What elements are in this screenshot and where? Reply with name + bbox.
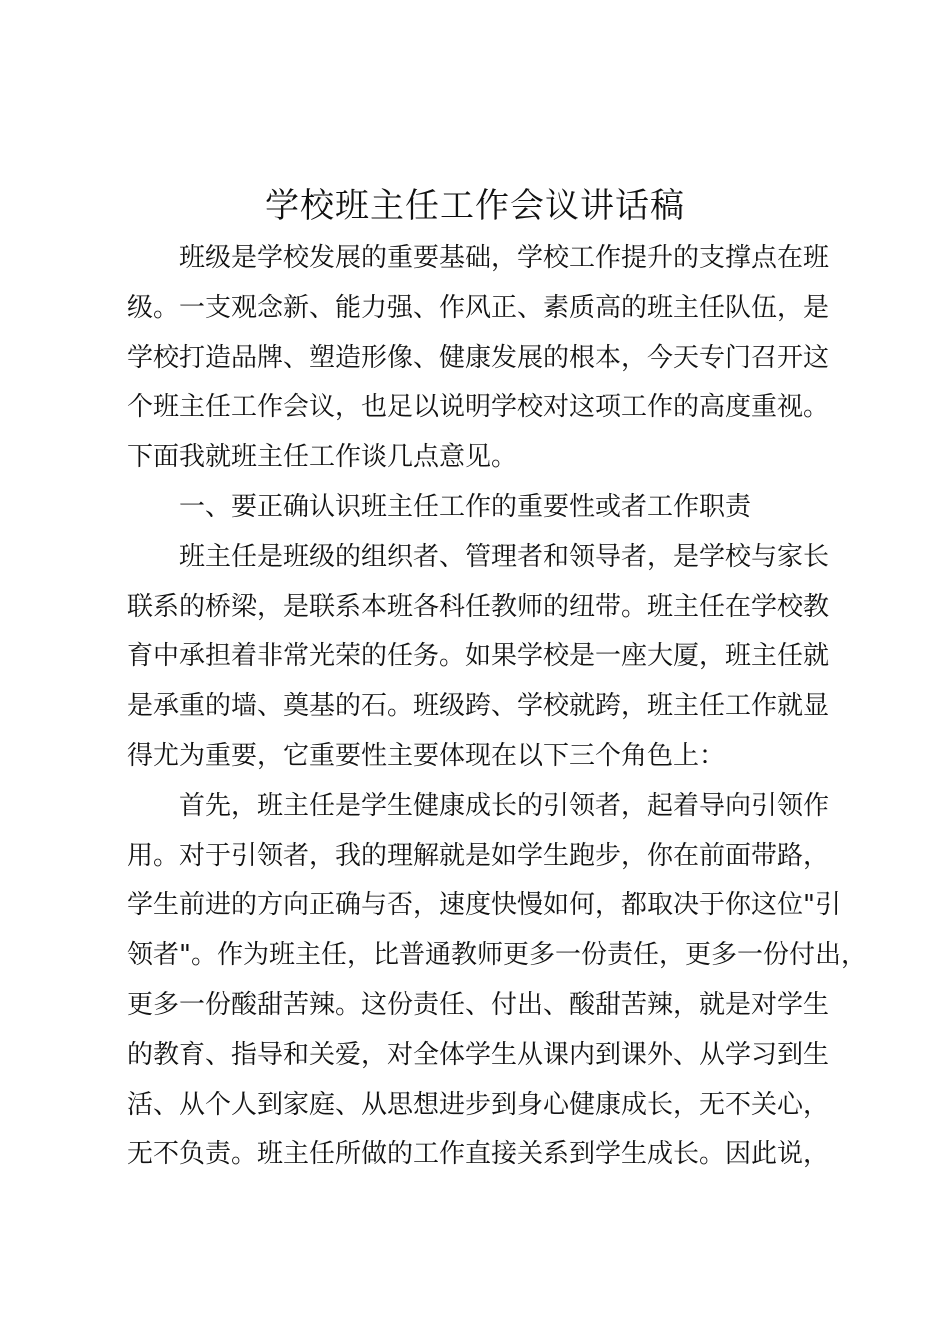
text-line: 是承重的墙、奠基的石。班级跨、学校就跨，班主任工作就显 <box>127 691 830 722</box>
text-line: 用。对于引领者，我的理解就是如学生跑步，你在前面带路， <box>127 840 830 871</box>
text-line: 班主任是班级的组织者、管理者和领导者，是学校与家长 <box>179 541 830 572</box>
text-line: 得尤为重要，它重要性主要体现在以下三个角色上： <box>127 740 726 771</box>
text-line: 首先，班主任是学生健康成长的引领者，起着导向引领作 <box>179 790 830 821</box>
document-body <box>127 234 867 1180</box>
text-line: 无不负责。班主任所做的工作直接关系到学生成长。因此说， <box>127 1139 830 1170</box>
text-line: 联系的桥梁，是联系本班各科任教师的纽带。班主任在学校教 <box>127 591 830 622</box>
text-line: 活、从个人到家庭、从思想进步到身心健康成长，无不关心， <box>127 1089 830 1120</box>
text-line: 的教育、指导和关爱，对全体学生从课内到课外、从学习到生 <box>127 1039 830 1070</box>
section-heading: 一、要正确认识班主任工作的重要性或者工作职责 <box>179 491 752 522</box>
text-line: 更多一份酸甜苦辣。这份责任、付出、酸甜苦辣，就是对学生 <box>127 989 830 1020</box>
document-title: 学校班主任工作会议讲话稿 <box>265 186 685 226</box>
text-line: 级。一支观念新、能力强、作风正、素质高的班主任队伍，是 <box>127 292 830 323</box>
text-line: 学校打造品牌、塑造形像、健康发展的根本，今天专门召开这 <box>127 342 830 373</box>
text-line: 育中承担着非常光荣的任务。如果学校是一座大厦，班主任就 <box>127 641 830 672</box>
text-line: 班级是学校发展的重要基础，学校工作提升的支撑点在班 <box>179 243 830 273</box>
text-line: 学生前进的方向正确与否，速度快慢如何，都取决于你这位"引 <box>127 890 841 921</box>
text-line: 下面我就班主任工作谈几点意见。 <box>127 442 518 473</box>
text-line: 个班主任工作会议，也足以说明学校对这项工作的高度重视。 <box>127 392 830 423</box>
text-line: 领者"。作为班主任，比普通教师更多一份责任，更多一份付出， <box>127 940 867 971</box>
